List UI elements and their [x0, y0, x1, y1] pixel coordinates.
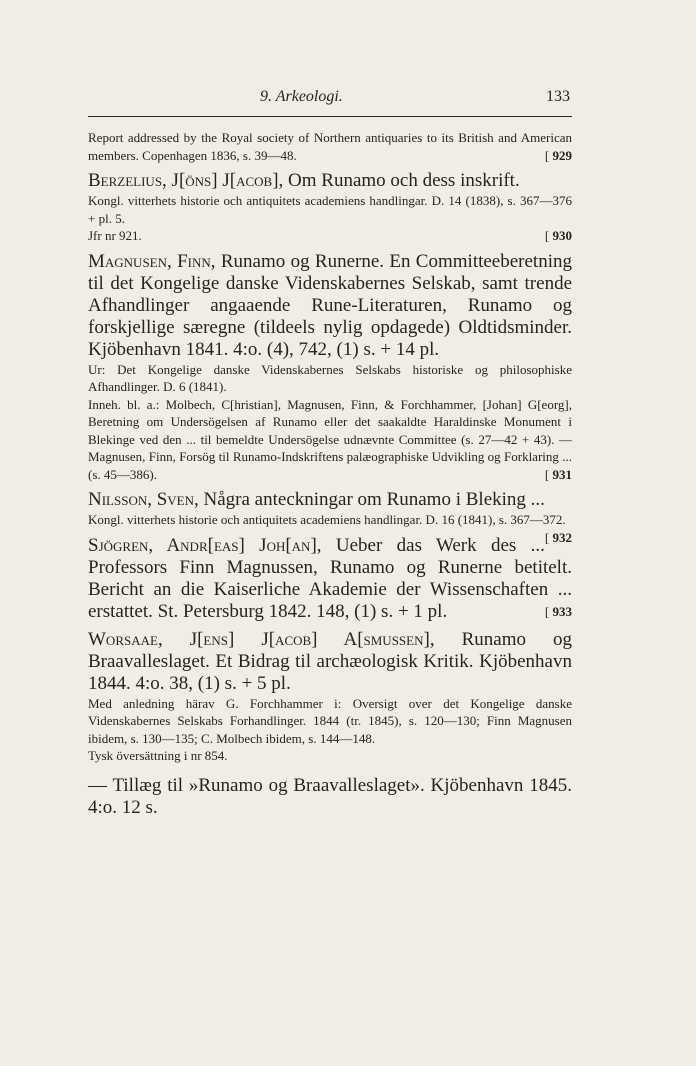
entry-author: Berzelius, J[öns] J[acob], [88, 170, 284, 191]
entry-heading: — Tillæg til »Runamo og Braavalleslaget». Kjöbenhavn 1845. 4:o. 12 s. [88, 774, 572, 818]
entry-note: Tysk översättning i nr 854. [88, 748, 228, 763]
entry-number: [ 932 [545, 529, 572, 547]
entry-heading [88, 489, 572, 511]
entry-title: Ueber das Werk des ... Professors Finn Magnussen, Runamo og Runerne betitelt. Bericht an die Kaiserliche Akademie der Wissenschaften ... erstattet. St. Petersburg 1842. 148, (1) s. + 1 pl. [88, 534, 572, 622]
entry-note: Kongl. vitterhets historie och antiquitets academiens handlingar. D. 16 (1841), s. 367—372. [ 932 [88, 511, 572, 529]
entry-heading [88, 629, 572, 695]
entry-title: Några anteckningar om Runamo i Bleking ... [203, 489, 545, 510]
page-header [88, 88, 572, 110]
entry-heading [88, 170, 572, 192]
entry-931 [88, 251, 572, 484]
entry-number: [ 933 [545, 601, 572, 623]
entry-heading [88, 251, 572, 361]
header-rule [88, 116, 572, 117]
entry-supplement [88, 775, 572, 819]
entry-author: Worsaae, J[ens] J[acob] A[smussen], [88, 628, 435, 650]
entry-note: Ur: Det Kongelige danske Videnskabernes Selskabs historiske og philosophiske Afhandlinger. D. 6 (1841). [88, 361, 572, 394]
entry-worsaae [88, 629, 572, 765]
entry-number: [ 931 [545, 466, 572, 484]
entry-number: [ 929 [545, 147, 572, 165]
entry-title: Runamo og Runerne. En Committeeberetning til det Kongelige danske Videnskabernes Selskab, samt trende Afhandlinger angaaende Rune-Literaturen, Runamo og forskjellige særegne (tildeels nylig opdagede) Oldtidsminder. Kjöbenhavn 1841. 4:o. (4), 742, (1) s. + 14 pl. [88, 250, 572, 360]
entry-note: Inneh. bl. a.: Molbech, C[hristian], Magnusen, Finn, & Forchhammer, [Johan] G[eorg], Beretning om Undersögelsen af Runamo eller det saakaldte Haraldinske Monument i Blekinge ved den ... til bemeldte Undersögelse udnævnte Committee (s. 27—42 + 43). — Magnusen, Finn, Forsög til Runamo-Indskriftens palæographiske Udvikling og Forklaring ... (s. 45—386). [ 931 [88, 396, 572, 484]
page-number: 133 [546, 88, 570, 105]
entry-note: Med anledning härav G. Forchhammer i: Oversigt over det Kongelige danske Videnskabernes Selskabs Forhandlinger. 1844 (tr. 1845), s. 120—130; Finn Magnusen ibidem, s. 130—135; C. Molbech ibidem, s. 144—148. [88, 695, 572, 746]
running-title: 9. Arkeologi. [260, 88, 343, 105]
entry-author: Magnusen, Finn, [88, 250, 216, 272]
bibliography-list [88, 129, 572, 819]
intro-entry: Report addressed by the Royal society of Northern antiquaries to its British and American members. Copenhagen 1836, s. 39—48. [ 929 [88, 129, 572, 164]
entry-author: Nilsson, Sven, [88, 489, 199, 510]
entry-author: Sjögren, Andr[eas] Joh[an], [88, 534, 322, 556]
entry-note: Jfr nr 921. [ 930 [88, 227, 572, 245]
entry-number: [ 930 [545, 227, 572, 245]
entry-933 [88, 535, 572, 623]
entry-note: Kongl. vitterhets historie och antiquitets academiens handlingar. D. 14 (1838), s. 367—376 + pl. 5. [88, 193, 572, 226]
entry-title: Runamo og Braavalleslaget. Et Bidrag til archæologisk Kritik. Kjöbenhavn 1844. 4:o. 38, (1) s. + 5 pl. [88, 628, 573, 694]
entry-heading [88, 535, 572, 623]
entry-930 [88, 170, 572, 245]
entry-title: Om Runamo och dess inskrift. [288, 170, 520, 191]
